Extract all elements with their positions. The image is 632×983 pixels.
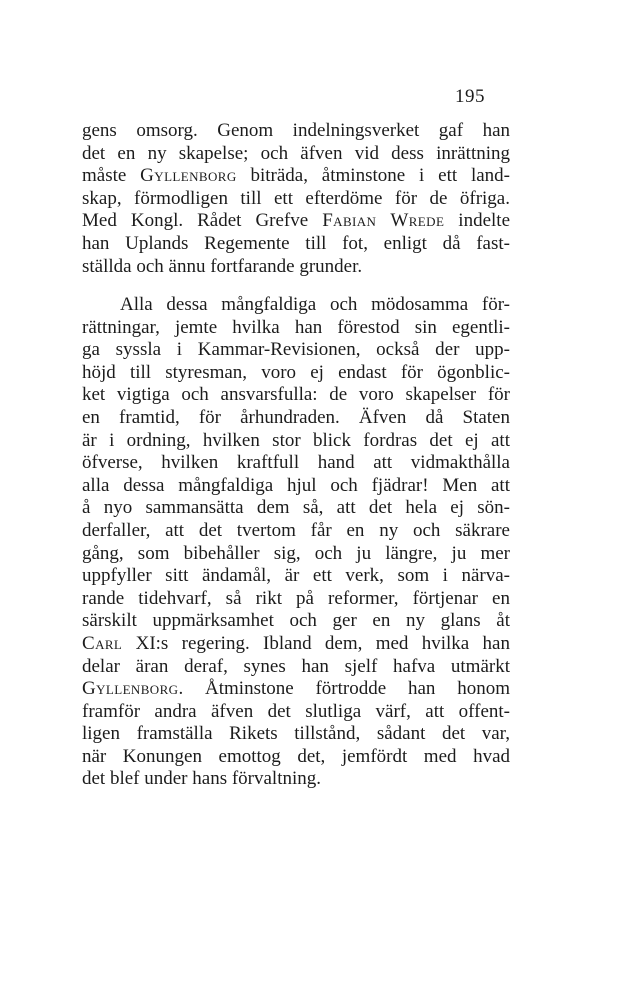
line-text: delar äran deraf, synes han sjelf hafva utmärkt xyxy=(82,655,510,677)
line-text: skap, förmodligen till ett efterdöme för de öfriga. xyxy=(82,187,510,209)
line-text: ställda och ännu fortfarande grunder. xyxy=(82,255,363,277)
line-text: å nyo sammansätta dem så, att det hela ej sön- xyxy=(82,497,510,519)
text-line xyxy=(82,633,510,656)
proper-name: Gyllenborg xyxy=(82,678,179,700)
text-line xyxy=(82,452,510,475)
text-line xyxy=(82,233,510,256)
line-text: gång, som bibehåller sig, och ju längre, ju mer xyxy=(82,542,510,564)
text-line xyxy=(82,339,510,362)
line-text: särskilt uppmärksamhet och ger en ny glans åt xyxy=(82,610,510,632)
line-text: indelte xyxy=(444,210,510,232)
proper-name: Carl xyxy=(82,632,123,654)
text-line xyxy=(82,384,510,407)
line-text: gens omsorg. Genom indelningsverket gaf han xyxy=(82,120,510,141)
line-text: när Konungen emottog det, jemfördt med hvad xyxy=(82,745,510,767)
text-line xyxy=(82,475,510,498)
text-line xyxy=(82,520,510,543)
paragraph-1 xyxy=(82,120,510,278)
line-text: det en ny skapelse; och äfven vid dess inrättning xyxy=(82,142,510,164)
text-line xyxy=(82,610,510,633)
line-text: han Uplands Regemente till fot, enligt då fast- xyxy=(82,232,510,254)
line-text: Med Kongl. Rådet Grefve xyxy=(82,210,323,232)
text-line xyxy=(82,256,510,279)
line-text: uppfyller sitt ändamål, är ett verk, som i närva- xyxy=(82,565,510,587)
line-text: alla dessa mångfaldiga hjul och fjädrar! Men att xyxy=(82,474,510,496)
text-line xyxy=(82,294,510,317)
text-line xyxy=(82,430,510,453)
line-text: höjd till styresman, voro ej endast för ögonblic- xyxy=(82,361,510,383)
line-text: rättningar, jemte hvilka han förestod sin egentli- xyxy=(82,316,510,338)
text-line xyxy=(82,656,510,679)
line-text: rande tidehvarf, så rikt på reformer, förtjenar en xyxy=(82,587,510,609)
text-line xyxy=(82,120,510,143)
line-text: måste xyxy=(82,165,141,187)
text-line xyxy=(82,165,510,188)
text-line xyxy=(82,143,510,166)
line-text: ligen framställa Rikets tillstånd, sådant det var, xyxy=(82,723,510,745)
text-line xyxy=(82,188,510,211)
text-line xyxy=(82,701,510,724)
text-line xyxy=(82,210,510,233)
line-text: framför andra äfven det slutliga värf, att offent- xyxy=(82,700,510,722)
text-line xyxy=(82,746,510,769)
page-number: 195 xyxy=(455,86,485,107)
proper-name: Fabian Wrede xyxy=(322,210,445,232)
line-text: derfaller, att det tvertom får en ny och säkrare xyxy=(82,519,510,541)
text-line xyxy=(82,565,510,588)
paragraph-2 xyxy=(82,294,510,791)
line-text: XI:s regering. Ibland dem, med hvilka han xyxy=(122,632,510,654)
text-line xyxy=(82,362,510,385)
line-text: ga syssla i Kammar-Revisionen, också der upp- xyxy=(82,339,510,361)
proper-name: Gyllenborg xyxy=(140,165,237,187)
text-line xyxy=(82,723,510,746)
line-text: . Åtminstone förtrodde han honom xyxy=(178,678,510,700)
line-text: öfverse, hvilken kraftfull hand att vidmakthålla xyxy=(82,452,510,474)
line-text: biträda, åtminstone i ett land- xyxy=(236,165,511,187)
text-line xyxy=(82,678,510,701)
line-text: Alla dessa mångfaldiga och mödosamma för- xyxy=(120,294,510,315)
line-text: ket vigtiga och ansvarsfulla: de voro skapelser för xyxy=(82,384,510,406)
text-line xyxy=(82,543,510,566)
line-text: en framtid, för århundraden. Äfven då Staten xyxy=(82,406,510,428)
line-text: det blef under hans förvaltning. xyxy=(82,768,322,790)
line-text: är i ordning, hvilken stor blick fordras det ej att xyxy=(82,429,510,451)
text-line xyxy=(82,497,510,520)
text-line xyxy=(82,768,510,791)
text-line xyxy=(82,407,510,430)
text-line xyxy=(82,317,510,340)
text-line xyxy=(82,588,510,611)
